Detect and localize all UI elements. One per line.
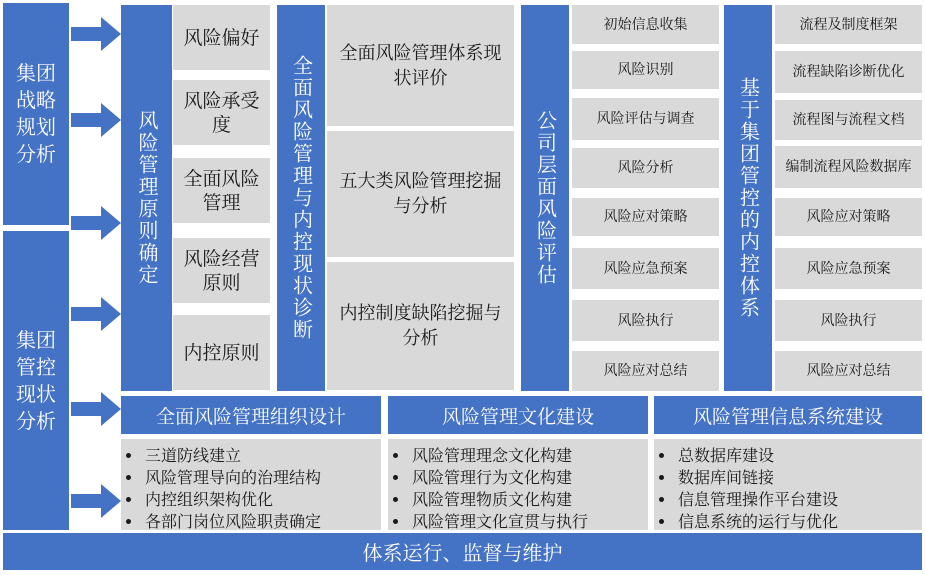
list-item: • 总数据库建设 xyxy=(676,445,922,467)
company-item: 风险应急预案 xyxy=(572,248,719,289)
culture-header: 风险管理文化建设 xyxy=(388,396,648,434)
diagnosis-item: 五大类风险管理挖掘与分析 xyxy=(327,131,514,257)
left-label-control-text: 集团管控现状分析 xyxy=(16,327,56,433)
group-control-item: 编制流程风险数据库 xyxy=(775,146,922,188)
company-item: 风险执行 xyxy=(572,300,719,341)
principles-title: 风险管理原则确定 xyxy=(121,5,172,391)
group-control-item: 流程图与流程文档 xyxy=(775,100,922,140)
group-control-item: 风险应对策略 xyxy=(775,198,922,236)
principle-item: 风险偏好 xyxy=(173,5,270,70)
list-item: • 风险管理文化宣贯与执行 xyxy=(410,511,648,533)
list-item: • 风险管理理念文化构建 xyxy=(410,445,648,467)
arrow-right-icon xyxy=(71,297,121,331)
group-control-item: 风险应对总结 xyxy=(775,351,922,391)
group-control-item: 风险执行 xyxy=(775,300,922,341)
arrow-right-icon xyxy=(71,206,121,240)
arrow-right-icon xyxy=(71,484,121,518)
list-item: • 内控组织架构优化 xyxy=(143,489,381,511)
list-item: • 三道防线建立 xyxy=(143,445,381,467)
left-label-control xyxy=(3,231,69,530)
footer-bar: 体系运行、监督与维护 xyxy=(3,533,922,570)
org-design-list xyxy=(121,439,381,533)
left-label-strategy xyxy=(3,3,69,225)
culture-panel xyxy=(388,439,648,530)
company-item: 风险识别 xyxy=(572,51,719,89)
info-system-panel xyxy=(654,439,922,530)
principle-item: 风险承受度 xyxy=(173,80,270,145)
company-title: 公司层面风险评估 xyxy=(521,5,569,391)
company-item: 风险应对策略 xyxy=(572,198,719,236)
list-item: • 风险管理行为文化构建 xyxy=(410,467,648,489)
info-system-header: 风险管理信息系统建设 xyxy=(654,396,922,434)
company-item: 风险评估与调查 xyxy=(572,98,719,140)
left-label-strategy-text: 集团战略规划分析 xyxy=(16,61,56,166)
list-item: • 各部门岗位风险职责确定 xyxy=(143,511,381,533)
list-item: • 风险管理物质文化构建 xyxy=(410,489,648,511)
list-item: • 信息管理操作平台建设 xyxy=(676,489,922,511)
diagnosis-item: 全面风险管理体系现状评价 xyxy=(327,5,514,126)
company-item: 风险应对总结 xyxy=(572,351,719,391)
list-item: • 数据库间链接 xyxy=(676,467,922,489)
list-item: • 信息系统的运行与优化 xyxy=(676,511,922,533)
principle-item: 全面风险管理 xyxy=(173,158,270,223)
diagnosis-title: 全面风险管理与内控现状诊断 xyxy=(277,5,325,391)
arrow-right-icon xyxy=(71,103,121,137)
principle-item: 内控原则 xyxy=(173,315,270,390)
group-control-item: 流程缺陷诊断优化 xyxy=(775,51,922,93)
arrow-right-icon xyxy=(71,17,121,51)
list-item: • 风险管理导向的治理结构 xyxy=(143,467,381,489)
group-control-item: 流程及制度框架 xyxy=(775,5,922,44)
company-item: 初始信息收集 xyxy=(572,5,719,44)
company-item: 风险分析 xyxy=(572,148,719,188)
culture-list xyxy=(388,439,648,533)
group-control-item: 风险应急预案 xyxy=(775,248,922,289)
org-design-panel xyxy=(121,439,381,530)
info-system-list xyxy=(654,439,922,533)
diagnosis-item: 内控制度缺陷挖掘与分析 xyxy=(327,262,514,390)
principle-item: 风险经营原则 xyxy=(173,238,270,303)
arrow-right-icon xyxy=(71,392,121,426)
group-control-title: 基于集团管控的内控体系 xyxy=(724,5,772,391)
org-design-header: 全面风险管理组织设计 xyxy=(121,396,381,434)
